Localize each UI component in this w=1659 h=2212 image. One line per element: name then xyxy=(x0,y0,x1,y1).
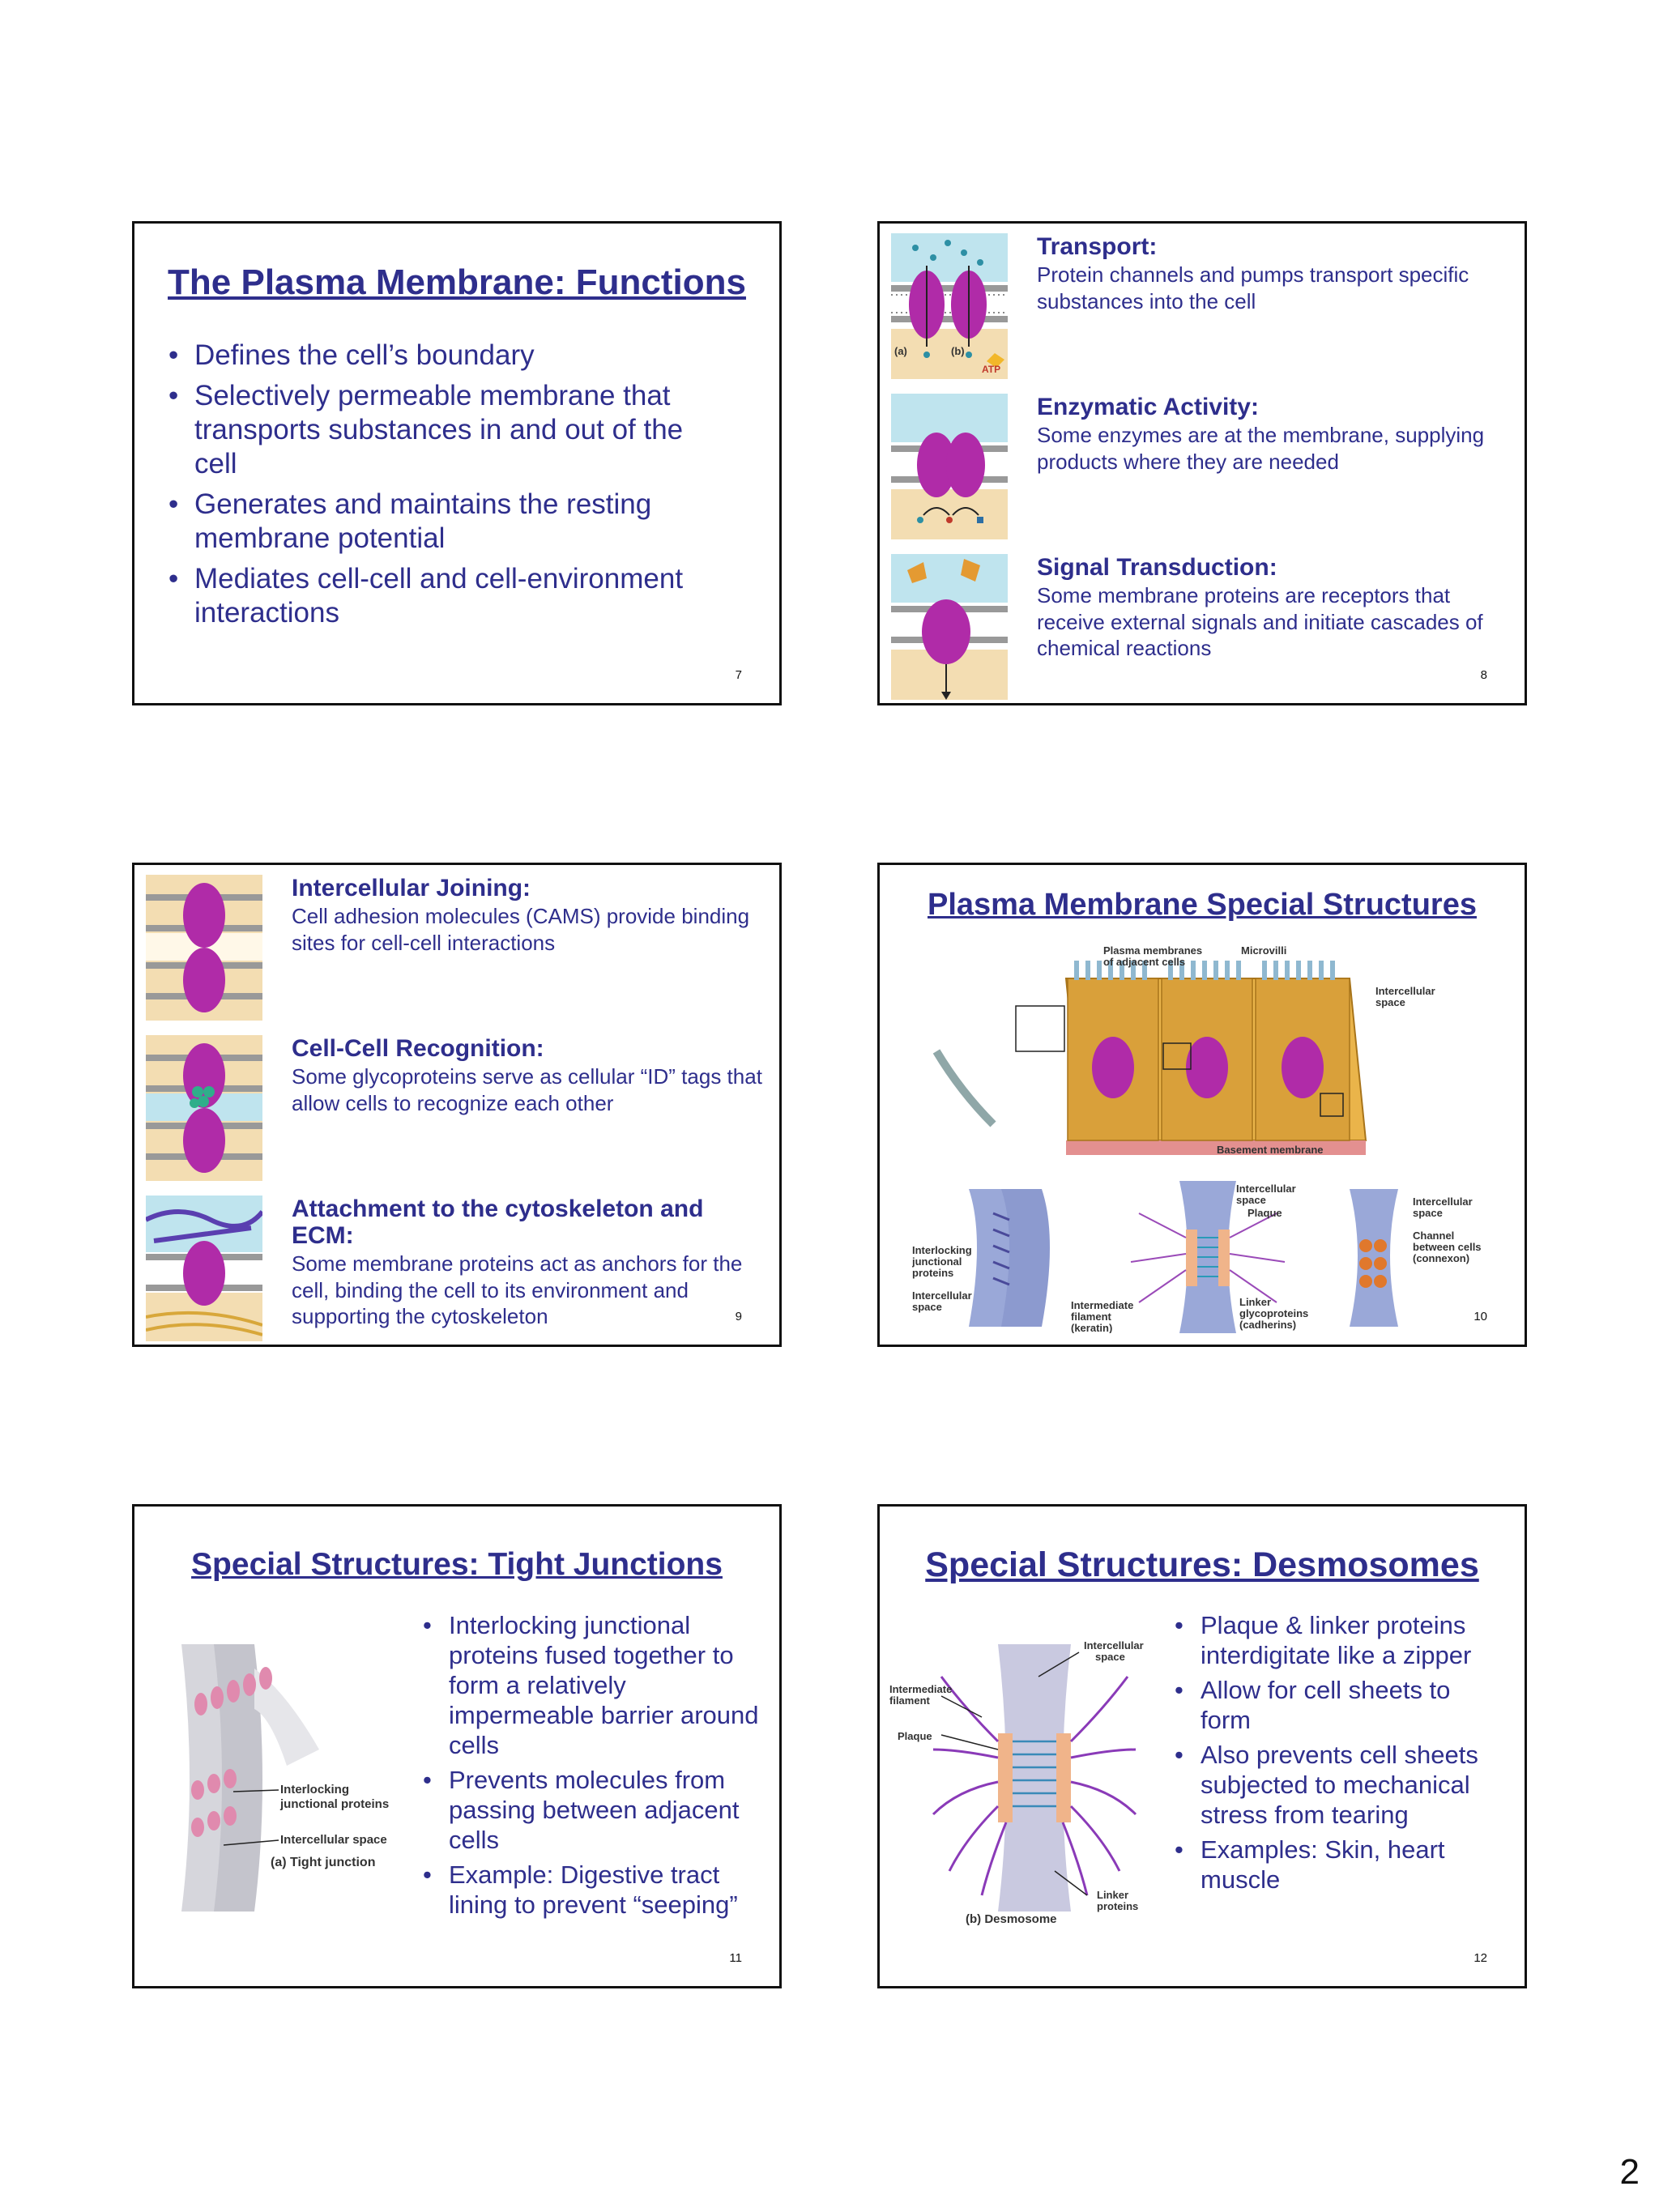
label-linker-1: Linker xyxy=(1097,1889,1129,1901)
label-interlocking-1: Interlocking xyxy=(912,1244,972,1256)
enzymatic-description: Some enzymes are at the membrane, supplying products where they are needed xyxy=(1037,423,1485,474)
epithelium-block xyxy=(1016,961,1366,1155)
bullet-item: • Plaque & linker proteins interdigitate like a zipper xyxy=(1171,1610,1503,1670)
label-linker-2: proteins xyxy=(1097,1900,1139,1912)
transport-figure xyxy=(891,233,1008,379)
joining-heading: Intercellular Joining: xyxy=(292,875,531,901)
signal-row xyxy=(891,554,1513,700)
label-intercellular-space-top: Intercellular xyxy=(1375,985,1435,997)
label-intermediate-1: Intermediate xyxy=(889,1683,953,1695)
slide-12 xyxy=(877,1504,1527,1988)
joining-row xyxy=(146,875,768,1021)
label-basement-membrane: Basement membrane xyxy=(1217,1144,1324,1156)
bullet-list xyxy=(420,1610,760,1920)
joining-description: Cell adhesion molecules (CAMS) provide binding sites for cell-cell interactions xyxy=(292,904,750,955)
label-microvilli: Microvilli xyxy=(1241,946,1287,957)
slide-number: 11 xyxy=(729,1951,742,1965)
label-intercellular-space-right-2: space xyxy=(1413,1207,1443,1219)
label-of-adjacent-cells: of adjacent cells xyxy=(1103,956,1186,968)
label-intercellular-1: Intercellular xyxy=(1084,1639,1144,1652)
page-number: 2 xyxy=(1619,2152,1640,2192)
label-channel-3: (connexon) xyxy=(1413,1252,1470,1264)
slide-number: 9 xyxy=(735,1310,742,1323)
bullet-item: • Defines the cell’s boundary xyxy=(165,339,732,373)
label-linker-2: glycoproteins xyxy=(1239,1307,1309,1319)
slide-7 xyxy=(132,221,782,705)
label-intercellular-space-top-2: space xyxy=(1375,996,1405,1008)
label-intermediate-1: Intermediate xyxy=(1071,1299,1134,1311)
tight-junction-mini xyxy=(936,1051,1050,1327)
bullet-item: • Mediates cell-cell and cell-environment interactions xyxy=(165,562,732,630)
enzymatic-text-block xyxy=(1037,394,1513,475)
recognition-heading: Cell-Cell Recognition: xyxy=(292,1035,544,1062)
figure-caption: (b) Desmosome xyxy=(966,1912,1057,1926)
slide-10 xyxy=(877,863,1527,1347)
label-atp: ATP xyxy=(982,364,1001,375)
slide-title: Special Structures: Tight Junctions xyxy=(191,1547,723,1582)
signal-description: Some membrane proteins are receptors that receive external signals and initiate cascades of chemical reactions xyxy=(1037,583,1483,660)
bullet-item: • Also prevents cell sheets subjected to mechanical stress from tearing xyxy=(1171,1740,1503,1830)
receptor-figure xyxy=(891,554,1008,700)
glycoprotein-figure xyxy=(146,1035,262,1181)
enzyme-figure xyxy=(891,394,1008,539)
slide-8 xyxy=(877,221,1527,705)
label-b: (b) xyxy=(951,345,965,357)
label-a: (a) xyxy=(894,345,907,357)
bullet-item: • Prevents molecules from passing between adjacent cells xyxy=(420,1765,760,1855)
recognition-row xyxy=(146,1035,768,1181)
transport-heading: Transport: xyxy=(1037,233,1158,260)
label-intercellular-space-mid-1: Intercellular xyxy=(1236,1183,1296,1195)
label-intercellular-space-right-1: Intercellular xyxy=(1413,1196,1473,1208)
label-plasma-membranes: Plasma membranes xyxy=(1103,946,1203,957)
label-intercellular-space-left-2: space xyxy=(912,1301,942,1313)
desmosome-figure xyxy=(885,1628,1168,1928)
signal-text-block xyxy=(1037,554,1513,662)
transport-row xyxy=(891,233,1513,379)
tight-junction-figure xyxy=(165,1636,424,1920)
slide-title: The Plasma Membrane: Functions xyxy=(168,262,746,302)
slide-number: 12 xyxy=(1473,1951,1487,1965)
attachment-heading: Attachment to the cytoskeleton and ECM: xyxy=(292,1196,704,1249)
cams-figure xyxy=(146,875,262,1021)
bullet-item: • Interlocking junctional proteins fused together to form a relatively impermeable barrier around cells xyxy=(420,1610,760,1760)
label-linker-1: Linker xyxy=(1239,1296,1272,1308)
label-interlocking-3: proteins xyxy=(912,1267,954,1279)
slide-9 xyxy=(132,863,782,1347)
attachment-description: Some membrane proteins act as anchors for the cell, binding the cell to its environment and supporting the cytoskeleton xyxy=(292,1251,743,1328)
label-intermediate-2: filament xyxy=(1071,1311,1111,1323)
slide-11 xyxy=(132,1504,782,1988)
attachment-text-block xyxy=(292,1196,768,1330)
label-plaque: Plaque xyxy=(1247,1207,1282,1219)
bullet-item: • Selectively permeable membrane that transports substances in and out of the cell xyxy=(165,379,732,481)
label-interlocking-1: Interlocking xyxy=(280,1783,350,1796)
label-intercellular-space: Intercellular space xyxy=(280,1833,387,1847)
label-interlocking-2: junctional xyxy=(912,1255,962,1268)
label-linker-3: (cadherins) xyxy=(1239,1319,1297,1331)
bullet-item: • Examples: Skin, heart muscle xyxy=(1171,1835,1503,1894)
label-intercellular-2: space xyxy=(1095,1651,1125,1663)
label-interlocking-2: junctional proteins xyxy=(280,1797,390,1811)
label-intercellular-space-left-1: Intercellular xyxy=(912,1289,972,1302)
slide-number: 8 xyxy=(1480,668,1487,682)
slide-title: Plasma Membrane Special Structures xyxy=(928,888,1477,922)
bullet-item: • Generates and maintains the resting membrane potential xyxy=(165,488,732,556)
label-channel-2: between cells xyxy=(1413,1241,1482,1253)
gap-junction-mini xyxy=(1350,1189,1398,1327)
joining-text-block xyxy=(292,875,768,956)
enzymatic-heading: Enzymatic Activity: xyxy=(1037,394,1259,420)
enzymatic-row xyxy=(891,394,1513,539)
label-intermediate-3: (keratin) xyxy=(1071,1322,1113,1333)
bullet-item: • Example: Digestive tract lining to prevent “seeping” xyxy=(420,1860,760,1920)
slide-title: Special Structures: Desmosomes xyxy=(925,1545,1479,1584)
transport-text-block xyxy=(1037,233,1513,314)
recognition-text-block xyxy=(292,1035,768,1116)
signal-heading: Signal Transduction: xyxy=(1037,554,1277,581)
label-intercellular-space-mid-2: space xyxy=(1236,1194,1266,1206)
slide-number: 10 xyxy=(1473,1310,1487,1323)
label-plaque: Plaque xyxy=(898,1730,932,1742)
recognition-description: Some glycoproteins serve as cellular “ID” tags that allow cells to recognize each other xyxy=(292,1064,762,1115)
bullet-item: • Allow for cell sheets to form xyxy=(1171,1675,1503,1735)
bullet-list xyxy=(165,339,732,630)
slide-number: 7 xyxy=(735,668,742,682)
bullet-list xyxy=(1171,1610,1503,1894)
attachment-row xyxy=(146,1196,768,1341)
cytoskeleton-figure xyxy=(146,1196,262,1341)
transport-description: Protein channels and pumps transport specific substances into the cell xyxy=(1037,262,1469,313)
label-channel-1: Channel xyxy=(1413,1230,1455,1242)
special-structures-figure xyxy=(912,946,1495,1333)
label-intermediate-2: filament xyxy=(889,1694,930,1707)
figure-caption: (a) Tight junction xyxy=(271,1856,376,1869)
